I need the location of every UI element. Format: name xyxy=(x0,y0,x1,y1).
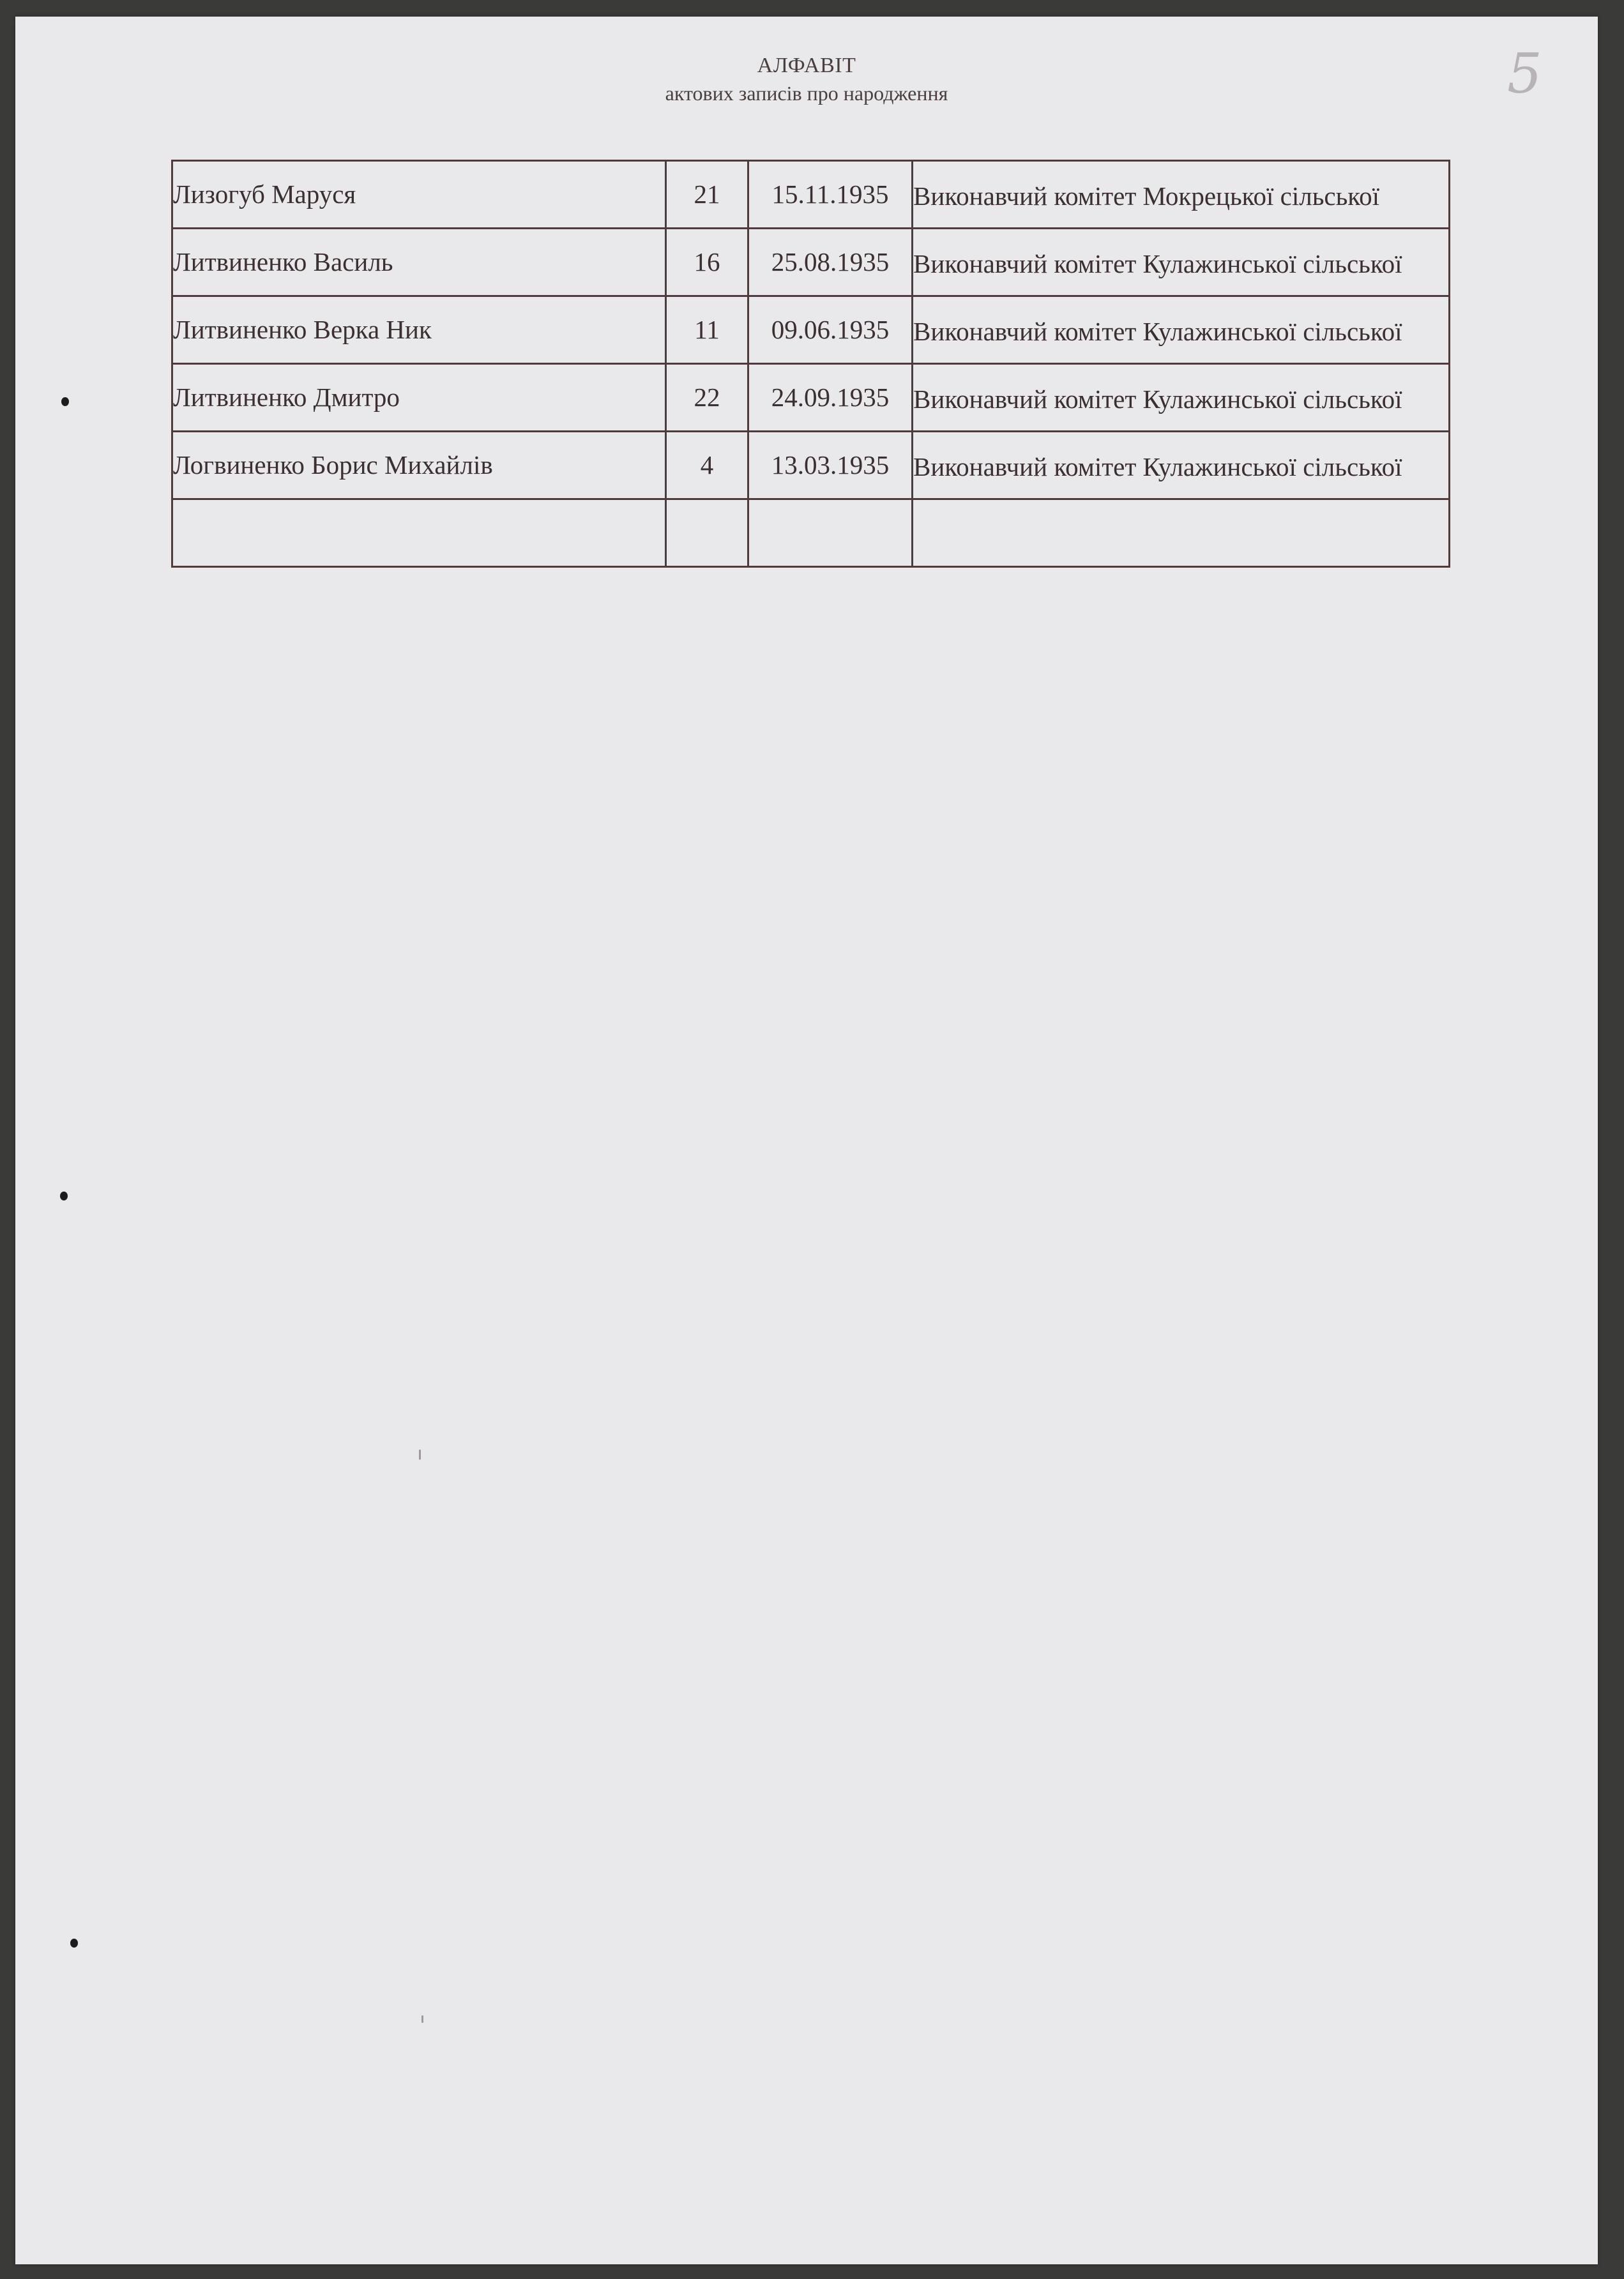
paper-speck xyxy=(419,1450,421,1460)
date-cell: 09.06.1935 xyxy=(748,296,913,364)
record-number-cell: 21 xyxy=(666,161,748,229)
page-subtitle: актових записів про народження xyxy=(665,82,948,105)
name-cell: Логвиненко Борис Михайлів xyxy=(172,432,666,499)
birth-records-table xyxy=(171,160,1450,568)
table-row xyxy=(172,229,1450,296)
punch-hole-middle xyxy=(60,1192,68,1200)
date-cell: 13.03.1935 xyxy=(748,432,913,499)
office-cell xyxy=(913,296,1450,364)
table-row xyxy=(172,432,1450,499)
folio-number: 5 xyxy=(1507,42,1542,106)
office-text: Виконавчий комітет Кулажинської сільської xyxy=(913,316,1402,346)
record-number-cell: 4 xyxy=(666,432,748,499)
office-text: Виконавчий комітет Мокрецької сільської xyxy=(913,181,1380,211)
office-cell xyxy=(913,161,1450,229)
date-cell: 25.08.1935 xyxy=(748,229,913,296)
office-cell xyxy=(913,499,1450,567)
date-cell xyxy=(748,499,913,567)
date-cell: 15.11.1935 xyxy=(748,161,913,229)
name-cell: Литвиненко Василь xyxy=(172,229,666,296)
date-cell: 24.09.1935 xyxy=(748,364,913,432)
office-text xyxy=(913,531,1448,535)
table-row xyxy=(172,161,1450,229)
punch-hole-top xyxy=(61,397,69,406)
record-number-cell xyxy=(666,499,748,567)
name-cell: Литвиненко Дмитро xyxy=(172,364,666,432)
office-text: Виконавчий комітет Кулажинської сільської xyxy=(913,451,1402,481)
office-text: Виконавчий комітет Кулажинської сільської xyxy=(913,384,1402,414)
office-cell xyxy=(913,364,1450,432)
office-cell xyxy=(913,229,1450,296)
office-text: Виконавчий комітет Кулажинської сільської xyxy=(913,248,1402,278)
record-number-cell: 16 xyxy=(666,229,748,296)
name-cell xyxy=(172,499,666,567)
office-cell xyxy=(913,432,1450,499)
record-number-cell: 11 xyxy=(666,296,748,364)
record-number-cell: 22 xyxy=(666,364,748,432)
table-row-empty xyxy=(172,499,1450,567)
name-cell: Лизогуб Маруся xyxy=(172,161,666,229)
page-title: АЛФАВІТ xyxy=(757,54,856,77)
name-cell: Литвиненко Верка Ник xyxy=(172,296,666,364)
document-page xyxy=(15,17,1598,2264)
paper-speck xyxy=(421,2015,423,2023)
table-row xyxy=(172,296,1450,364)
punch-hole-bottom xyxy=(70,1939,78,1948)
table-row xyxy=(172,364,1450,432)
